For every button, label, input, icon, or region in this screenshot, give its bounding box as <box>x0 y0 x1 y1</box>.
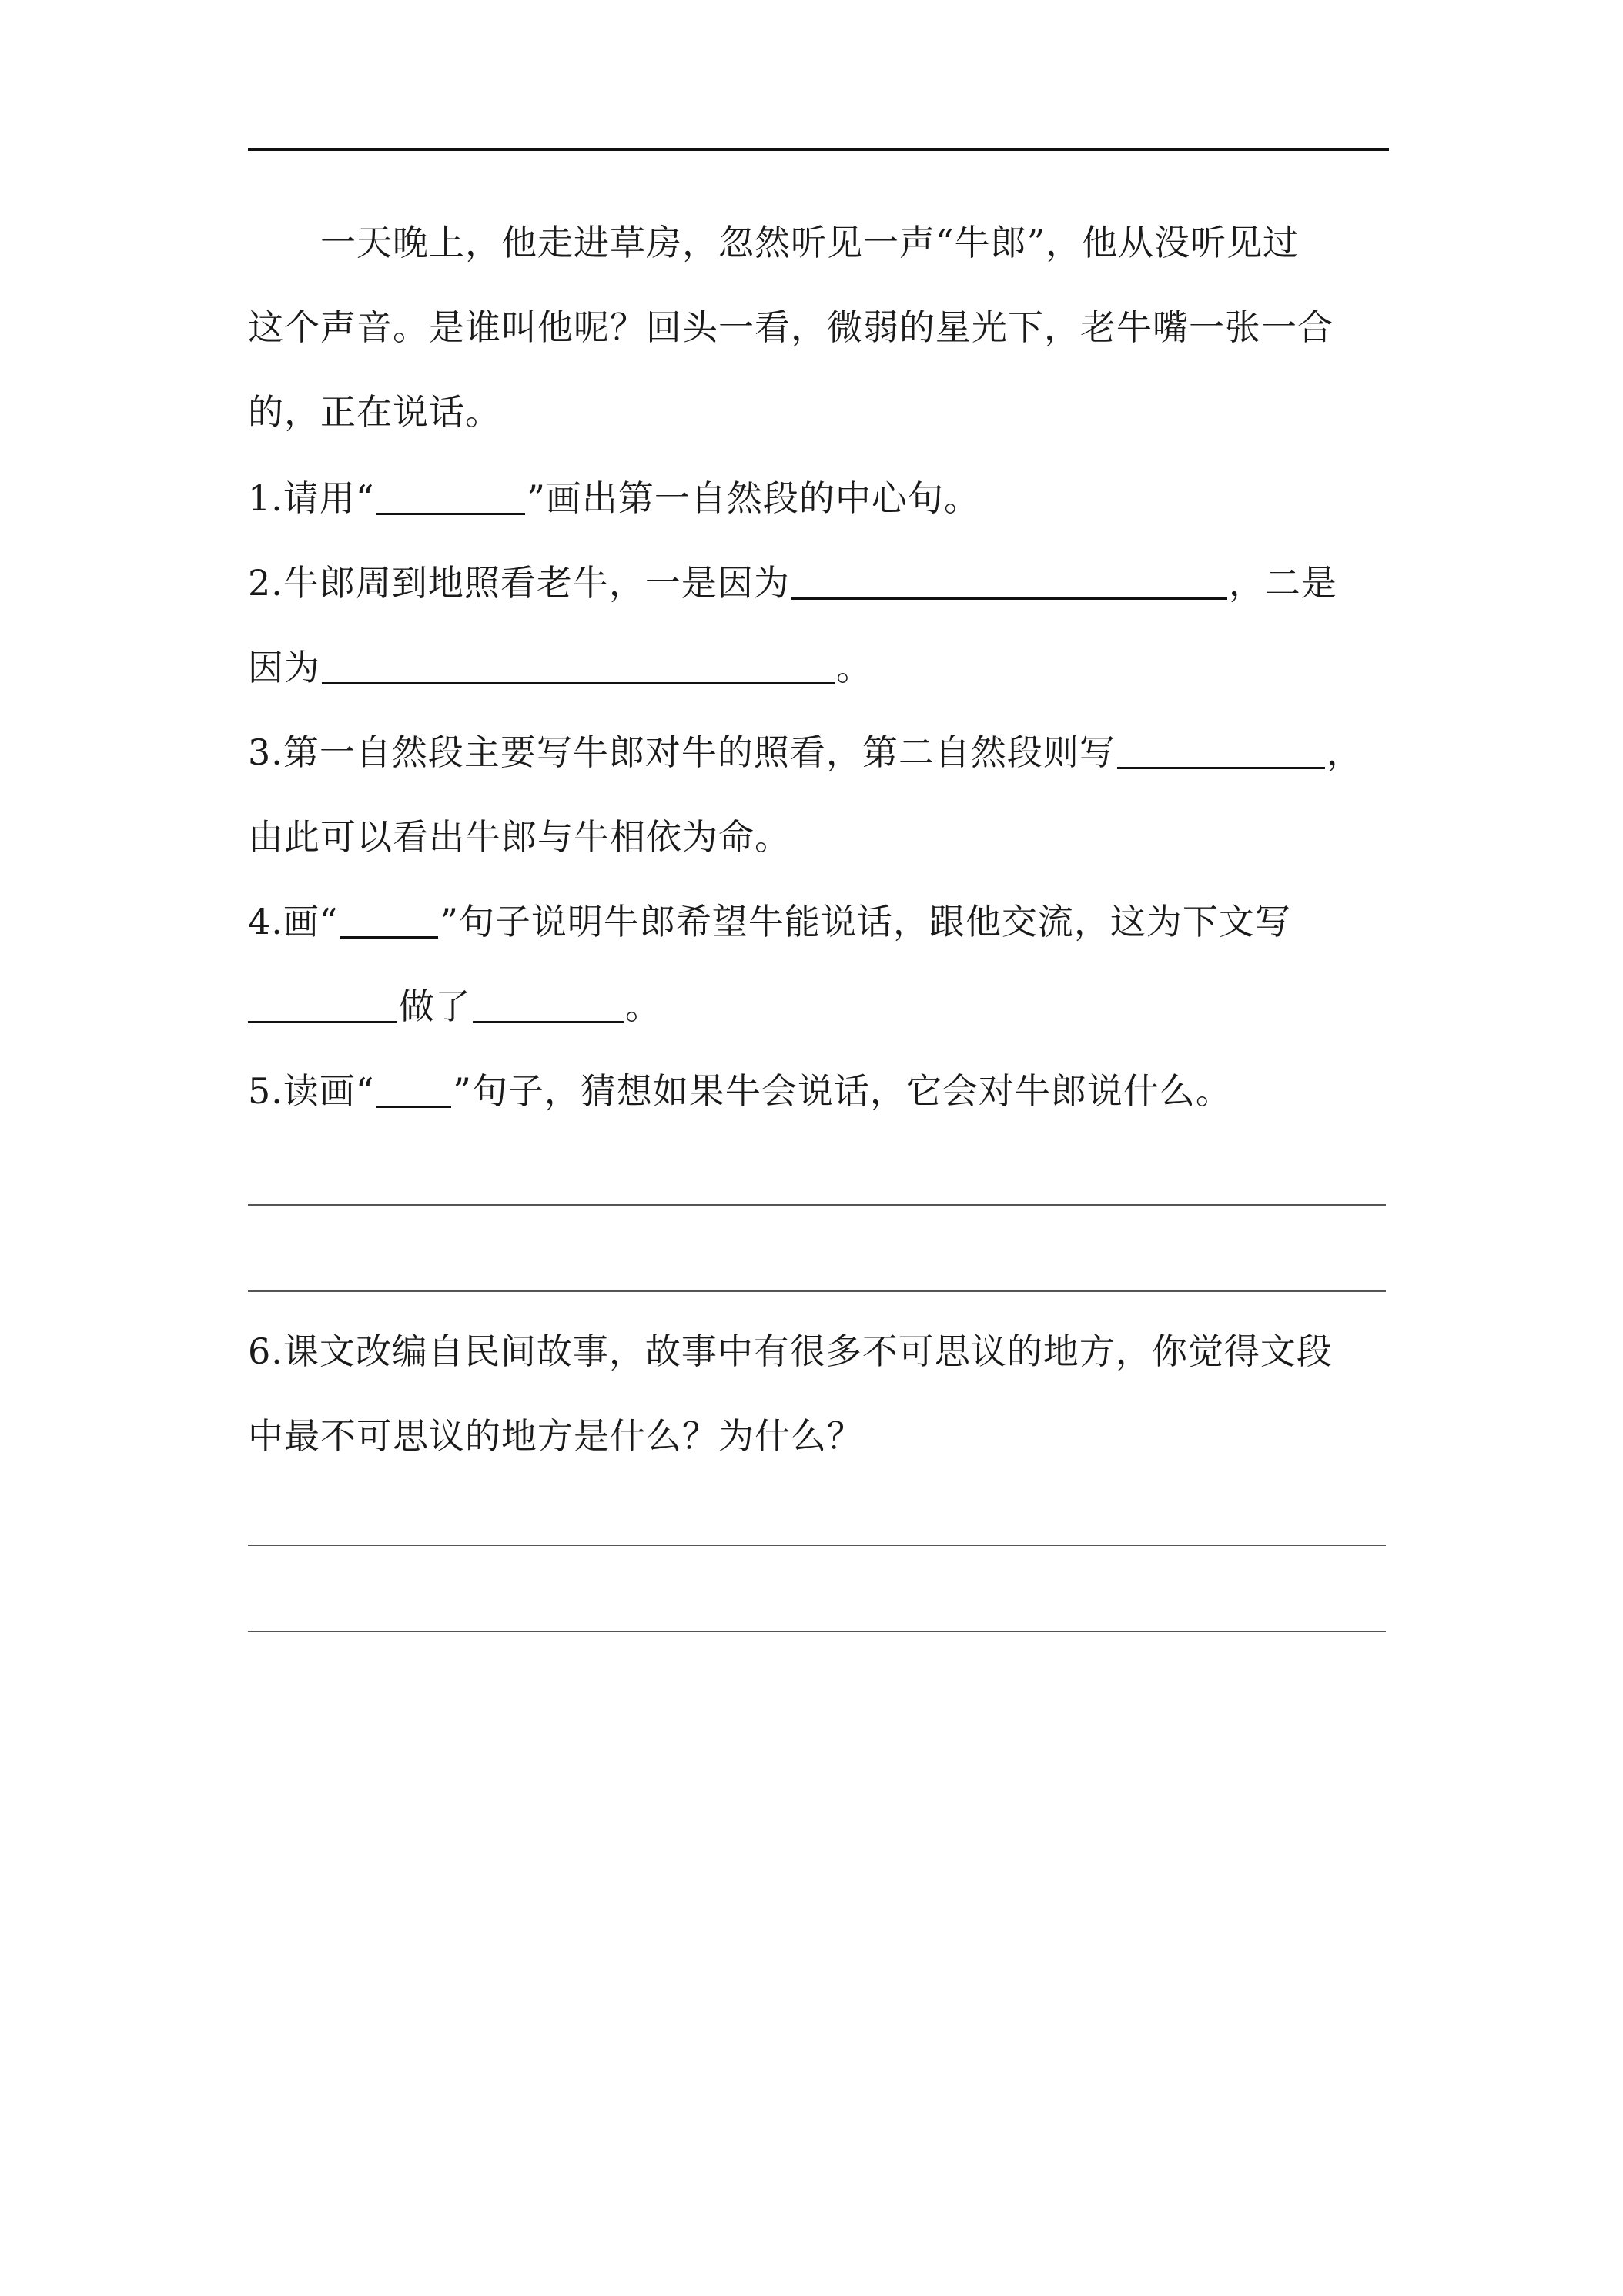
answer-line-q6-1[interactable] <box>248 1545 1386 1546</box>
question-4-line-2 <box>248 964 1395 1049</box>
question-2-line-2 <box>248 625 1395 710</box>
question-1-text-a: 1.请用“ <box>248 477 375 519</box>
question-4-text-a: 4.画“ <box>248 901 339 942</box>
passage-line-3: 的，正在说话。 <box>248 391 501 433</box>
question-3-line-1 <box>248 710 1395 795</box>
question-5-blank[interactable] <box>376 1072 451 1108</box>
answer-line-q6-2[interactable] <box>248 1631 1386 1632</box>
question-3-blank[interactable] <box>1117 733 1325 769</box>
question-1 <box>248 456 1395 541</box>
passage-line-1: 一天晚上，他走进草房，忽然听见一声“牛郎”，他从没听见过 <box>248 222 1300 263</box>
question-6-line-2: 中最不可思议的地方是什么？为什么？ <box>248 1415 863 1457</box>
question-5-text-b: ”句子，猜想如果牛会说话，它会对牛郎说什么。 <box>453 1070 1232 1112</box>
question-3-line-2: 由此可以看出牛郎与牛相依为命。 <box>248 816 791 858</box>
question-6-line-1: 6.课文改编自民间故事，故事中有很多不可思议的地方，你觉得文段 <box>248 1330 1333 1372</box>
question-3-text-a: 3.第一自然段主要写牛郎对牛的照看，第二自然段则写 <box>248 731 1116 773</box>
answer-line-q5-1[interactable] <box>248 1204 1386 1206</box>
question-2-text-b: ，二是 <box>1228 562 1337 604</box>
question-4-blank-3[interactable] <box>473 987 624 1023</box>
question-2-blank-1[interactable] <box>791 564 1227 600</box>
question-1-text-b: ”画出第一自然段的中心句。 <box>527 477 980 519</box>
question-1-blank[interactable] <box>376 479 525 515</box>
question-4-text-d: 。 <box>625 986 661 1027</box>
question-5-text-a: 5.读画“ <box>248 1070 375 1112</box>
question-2-line-1 <box>248 541 1395 625</box>
header-rule <box>248 148 1389 151</box>
question-2-blank-2[interactable] <box>322 648 835 684</box>
question-4-blank-2[interactable] <box>248 987 397 1023</box>
question-4-text-c: 做了 <box>399 986 471 1027</box>
question-3-text-b: ， <box>1326 731 1363 773</box>
question-4-blank-1[interactable] <box>340 902 438 939</box>
question-2-text-c: 因为 <box>248 647 320 688</box>
question-2-text-d: 。 <box>836 647 872 688</box>
answer-line-q5-2[interactable] <box>248 1290 1386 1292</box>
question-4-line-1 <box>248 879 1395 964</box>
passage-line-2: 这个声音。是谁叫他呢？回头一看，微弱的星光下，老牛嘴一张一合 <box>248 306 1334 348</box>
question-4-text-b: ”句子说明牛郎希望牛能说话，跟他交流，这为下文写 <box>440 901 1291 942</box>
question-2-text-a: 2.牛郎周到地照看老牛，一是因为 <box>248 562 790 604</box>
question-5 <box>248 1049 1395 1133</box>
